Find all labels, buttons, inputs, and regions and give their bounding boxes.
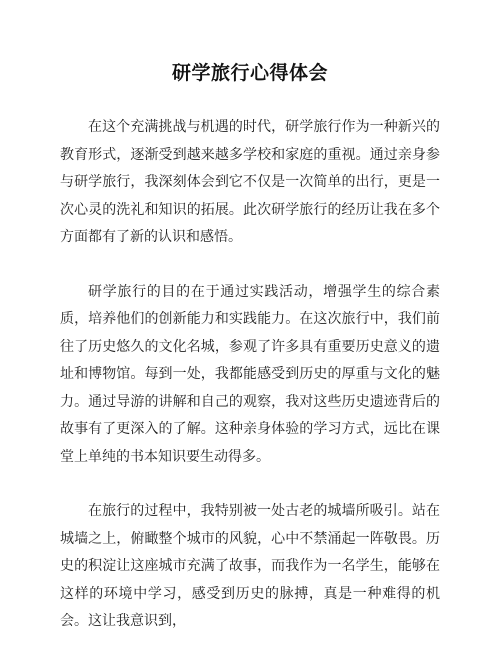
title-spacer [60,88,440,114]
paragraph-2: 研学旅行的目的在于通过实践活动，增强学生的综合素质，培养他们的创新能力和实践能力。在这次旅行中，我们前往了历史悠久的文化名城，参观了许多具有重要历史意义的遗址和博物馆。每到一处，我都能感受到历史的厚重与文化的魅力。通过导游的讲解和自己的观察，我对这些历史遗迹背后的故事有了更深入的了解。这种亲身体验的学习方式，远比在课堂上单纯的书本知识要生动得多。 [60,283,440,465]
document-title: 研学旅行心得体会 [171,62,328,84]
paragraph-1: 在这个充满挑战与机遇的时代，研学旅行作为一种新兴的教育形式，逐渐受到越来越多学校和家庭的重视。通过亲身参与研学旅行，我深刻体会到它不仅是一次简单的出行，更是一次心灵的洗礼和知识的拓展。此次研学旅行的经历让我在多个方面都有了新的认识和感悟。 [60,119,440,245]
paragraph-spacer [60,471,440,498]
paragraph-3: 在旅行的过程中，我特别被一处古老的城墙所吸引。站在城墙之上，俯瞰整个城市的风貌，心中不禁涌起一阵敬畏。历史的积淀让这座城市充满了故事，而我作为一名学生，能够在这样的环境中学习，感受到历史的脉搏，真是一种难得的机会。这让我意识到， [60,503,440,629]
paragraph-spacer [60,252,440,279]
